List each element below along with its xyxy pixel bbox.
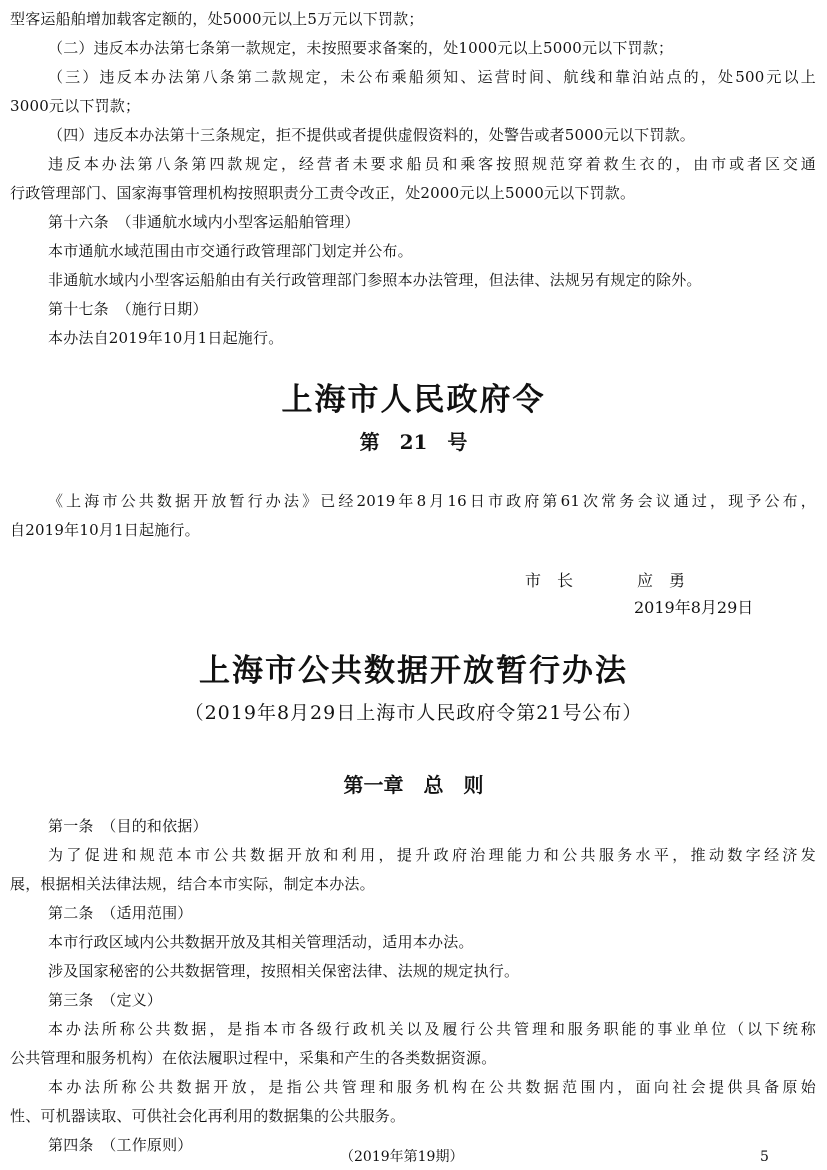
penalty-continuation: 型客运船舶增加载客定额的，处5000元以上5万元以下罚款； — [10, 10, 424, 28]
article-4-heading: 第四条 （工作原则） — [48, 1136, 193, 1154]
mayor-signature-line: 市 长 应 勇 — [525, 571, 686, 590]
penalty-item-2: （二）违反本办法第七条第一款规定，未按照要求备案的，处1000元以上5000元以下罚款； — [48, 39, 674, 57]
article-3-para-1-line-2: 公共管理和服务机构）在依法履职过程中，采集和产生的各类数据资源。 — [10, 1049, 497, 1067]
article-2-para-1: 本市行政区域内公共数据开放及其相关管理活动，适用本办法。 — [48, 933, 474, 951]
article-17-heading: 第十七条 （施行日期） — [48, 300, 208, 318]
chapter-1-heading: 第一章 总 则 — [343, 773, 484, 797]
article-16-heading: 第十六条 （非通航水域内小型客运船舶管理） — [48, 213, 360, 231]
lifejacket-penalty-line-2: 行政管理部门、国家海事管理机构按照职责分工责令改正，处2000元以上5000元以下罚款。 — [10, 184, 636, 202]
article-17-para-1: 本办法自2019年10月1日起施行。 — [48, 329, 284, 347]
penalty-item-3-line-1: （三）违反本办法第八条第二款规定，未公布乘船须知、运营时间、航线和靠泊站点的，处500元以上 — [48, 68, 816, 86]
government-order-number: 第 21 号 — [359, 430, 468, 454]
order-date: 2019年8月29日 — [634, 598, 754, 617]
article-3-para-2-line-2: 性、可机器读取、可供社会化再利用的数据集的公共服务。 — [10, 1107, 406, 1125]
article-3-para-2-line-1: 本办法所称公共数据开放，是指公共管理和服务机构在公共数据范围内，面向社会提供具备原始 — [48, 1078, 816, 1096]
regulation-subtitle: （2019年8月29日上海市人民政府令第21号公布） — [184, 702, 643, 724]
issue-footer: （2019年第19期） — [340, 1149, 464, 1165]
article-1-line-1: 为了促进和规范本市公共数据开放和利用，提升政府治理能力和公共服务水平，推动数字经济发 — [48, 846, 816, 864]
article-16-para-1: 本市通航水域范围由市交通行政管理部门划定并公布。 — [48, 242, 413, 260]
article-2-para-2: 涉及国家秘密的公共数据管理，按照相关保密法律、法规的规定执行。 — [48, 962, 520, 980]
article-1-line-2: 展，根据相关法律法规，结合本市实际，制定本办法。 — [10, 875, 375, 893]
government-order-title: 上海市人民政府令 — [281, 382, 546, 418]
penalty-item-3-line-2: 3000元以下罚款； — [10, 97, 141, 115]
article-2-heading: 第二条 （适用范围） — [48, 904, 193, 922]
lifejacket-penalty-line-1: 违反本办法第八条第四款规定，经营者未要求船员和乘客按照规范穿着救生衣的，由市或者区交通 — [48, 155, 816, 173]
regulation-title: 上海市公共数据开放暂行办法 — [199, 653, 628, 689]
article-3-heading: 第三条 （定义） — [48, 991, 163, 1009]
article-1-heading: 第一条 （目的和依据） — [48, 817, 208, 835]
article-3-para-1-line-1: 本办法所称公共数据，是指本市各级行政机关以及履行公共管理和服务职能的事业单位（以下统称 — [48, 1020, 816, 1038]
penalty-item-4: （四）违反本办法第十三条规定，拒不提供或者提供虚假资料的，处警告或者5000元以下罚款。 — [48, 126, 695, 144]
order-body-line-2: 自2019年10月1日起施行。 — [10, 521, 200, 539]
order-body-line-1: 《上海市公共数据开放暂行办法》已经2019年8月16日市政府第61次常务会议通过，现予公布， — [48, 492, 816, 510]
page-number: 5 — [760, 1149, 769, 1165]
article-16-para-2: 非通航水域内小型客运船舶由有关行政管理部门参照本办法管理，但法律、法规另有规定的除外。 — [48, 271, 702, 289]
